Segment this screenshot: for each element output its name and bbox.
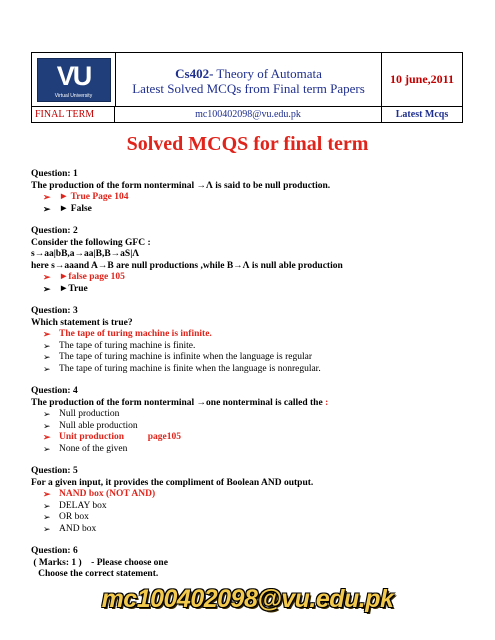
question-6 <box>31 546 471 581</box>
options-list <box>31 409 471 455</box>
arrow-bullet-icon: ➢ <box>43 352 51 362</box>
question-title: Question: 2 <box>31 226 78 236</box>
logo-text: VU <box>56 60 91 91</box>
header-email: mc100402098@vu.edu.pk <box>115 107 382 122</box>
arrow-bullet-icon: ➢ <box>43 523 51 534</box>
arrow-bullet-icon: ➢ <box>43 409 51 419</box>
final-term-label: FINAL TERM <box>32 107 115 122</box>
arrow-bullet-icon: ➢ <box>43 272 51 282</box>
arrow-bullet-icon: ➢ <box>43 512 51 522</box>
option-item: ➢ The tape of turing machine is infinite when the language is regular <box>43 352 312 362</box>
question-2 <box>31 226 471 295</box>
option-item: ➢ ► True Page 104 <box>43 192 129 202</box>
logo-cell <box>32 53 116 106</box>
option-item: ➢ The tape of turing machine is finite. <box>43 340 196 351</box>
arrow-bullet-icon: ➢ <box>43 203 51 214</box>
course-subtitle: Latest Solved MCQs from Final term Papers <box>132 81 365 96</box>
question-3 <box>31 306 471 375</box>
option-item: ➢ AND box <box>43 523 97 534</box>
option-item: ➢ The tape of turing machine is finite when the language is nonregular. <box>43 363 321 374</box>
question-text: Which statement is true? <box>31 317 133 328</box>
question-5 <box>31 466 471 535</box>
options-list <box>31 192 471 215</box>
question-title: Question: 3 <box>31 306 78 316</box>
course-code: Cs402- <box>175 66 214 81</box>
option-item: ➢ ► False <box>43 203 92 214</box>
question-text: For a given input, it provides the compliment of Boolean AND output. <box>31 477 314 488</box>
question-title: Question: 6 <box>31 546 78 556</box>
header-row-top <box>32 53 462 107</box>
question-instruction: Choose the correct statement. <box>31 569 159 579</box>
arrow-bullet-icon: ➢ <box>43 500 51 511</box>
question-text: The production of the form nonterminal →Λ is said to be null production. <box>31 180 331 191</box>
arrow-bullet-icon: ➢ <box>43 489 51 499</box>
option-item: ➢ ►false page 105 <box>43 272 125 282</box>
header-table <box>31 52 463 123</box>
question-text: ( Marks: 1 ) - Please choose one <box>31 557 168 568</box>
question-title: Question: 4 <box>31 386 78 396</box>
question-title: Question: 5 <box>31 466 78 476</box>
option-item: ➢ ►True <box>43 283 88 294</box>
option-item: ➢ None of the given <box>43 443 128 454</box>
course-title-cell <box>116 53 382 106</box>
questions-content <box>31 169 471 592</box>
arrow-bullet-icon: ➢ <box>43 340 51 351</box>
question-title: Question: 1 <box>31 169 78 179</box>
page-title: Solved MCQS for final term <box>126 133 369 155</box>
arrow-bullet-icon: ➢ <box>43 363 51 374</box>
course-name: Theory of Automata <box>213 66 322 81</box>
course-title <box>116 66 381 81</box>
arrow-bullet-icon: ➢ <box>43 329 51 339</box>
option-item: ➢ Unit production page105 <box>43 432 182 442</box>
option-item: ➢ NAND box (NOT AND) <box>43 489 156 499</box>
option-item: ➢ Null able production <box>43 420 138 431</box>
arrow-bullet-icon: ➢ <box>43 443 51 454</box>
question-1 <box>31 169 471 215</box>
arrow-bullet-icon: ➢ <box>43 420 51 431</box>
options-list <box>31 272 471 295</box>
arrow-bullet-icon: ➢ <box>43 432 51 442</box>
date-label: 10 june,2011 <box>389 72 454 86</box>
question-grammar: s→aa|bB,a→aa|B,B→aS|Λ <box>31 249 140 259</box>
vu-logo <box>37 58 111 102</box>
question-note: here s→aaand A→B are null productions ,while B→Λ is null able production <box>31 260 343 271</box>
options-list <box>31 329 471 375</box>
footer-email: mc100402098@vu.edu.pk <box>101 585 394 613</box>
option-item: ➢ The tape of turing machine is infinite. <box>43 329 212 339</box>
arrow-bullet-icon: ➢ <box>43 192 51 202</box>
question-4 <box>31 386 471 455</box>
option-item: ➢ OR box <box>43 512 89 522</box>
option-item: ➢ DELAY box <box>43 500 107 511</box>
logo-subtext: Virtual University <box>54 92 93 99</box>
option-item: ➢ Null production <box>43 409 120 419</box>
question-text: Consider the following GFC : <box>31 237 151 248</box>
options-list <box>31 489 471 535</box>
question-text: The production of the form nonterminal →one nonterminal is called the : <box>31 397 329 408</box>
latest-mcqs-label: Latest Mcqs <box>395 109 449 120</box>
arrow-bullet-icon: ➢ <box>43 283 51 294</box>
header-row-bottom <box>32 107 462 122</box>
